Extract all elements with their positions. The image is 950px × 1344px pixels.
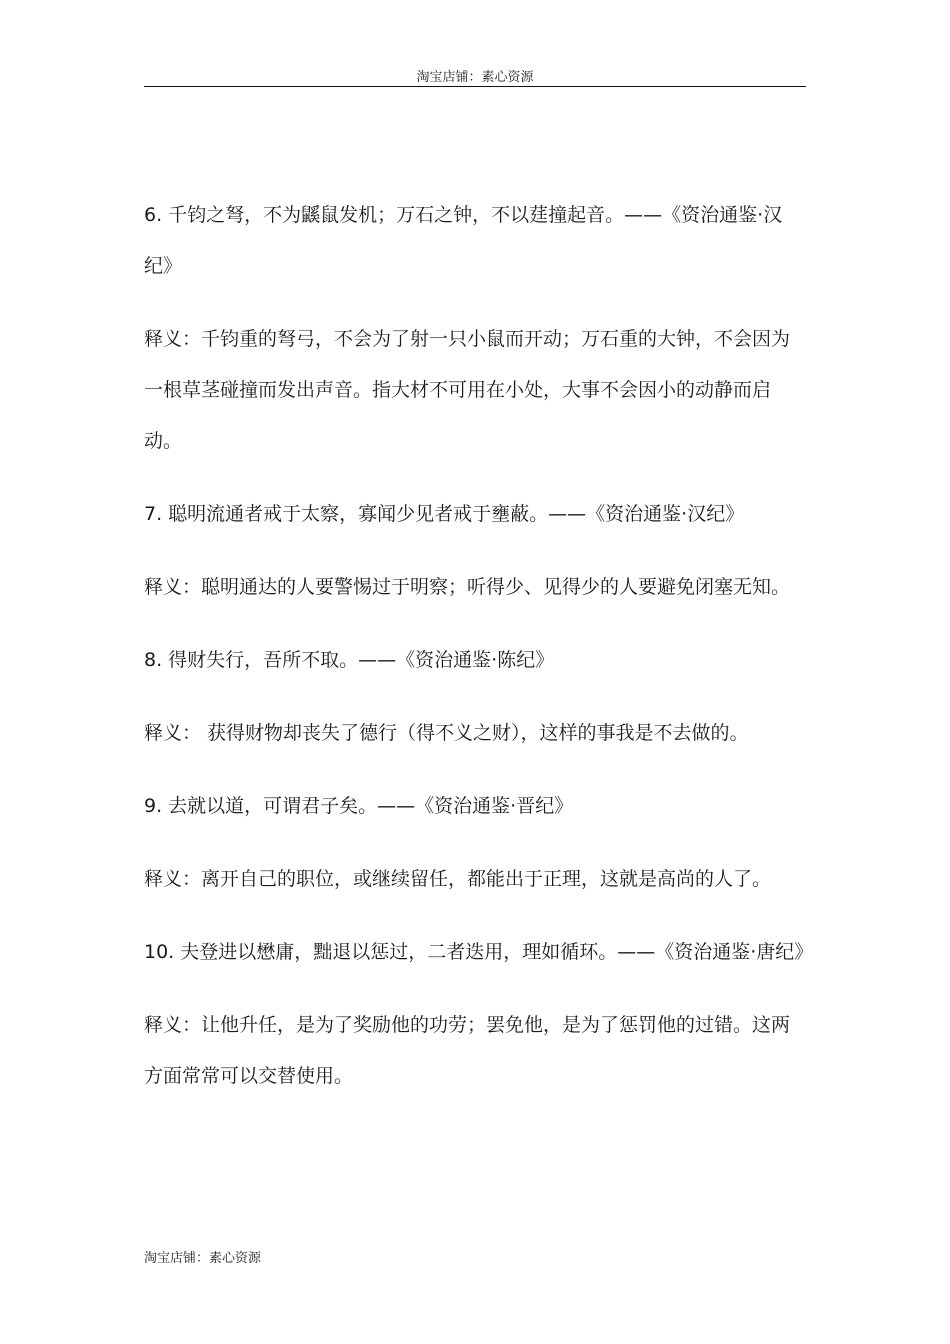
quote-8: 8. 得财失行，吾所不取。——《资治通鉴·陈纪》 <box>144 649 555 671</box>
gloss-6: 释义：千钧重的弩弓，不会为了射一只小鼠而开动；万石重的大钟，不会因为一根草茎碰撞而发出声音。指大材不可用在小处，大事不会因小的动静而启动。 <box>144 328 791 452</box>
quote-7: 7. 聪明流通者戒于太察，寡闻少见者戒于壅蔽。——《资治通鉴·汉纪》 <box>144 503 745 525</box>
document-body <box>144 190 814 1102</box>
page-footer: 淘宝店铺：素心资源 <box>144 1251 262 1266</box>
gloss-8: 释义： 获得财物却丧失了德行（得不义之财），这样的事我是不去做的。 <box>144 722 749 744</box>
header-divider <box>144 86 806 87</box>
quote-9: 9. 去就以道，可谓君子矣。——《资治通鉴·晋纪》 <box>144 795 574 817</box>
quote-10: 10. 夫登进以懋庸，黜退以惩过，二者迭用，理如循环。——《资治通鉴·唐纪》 <box>144 941 814 963</box>
gloss-7: 释义：聪明通达的人要警惕过于明察；听得少、见得少的人要避免闭塞无知。 <box>144 576 791 598</box>
gloss-9: 释义：离开自己的职位，或继续留任，都能出于正理，这就是高尚的人了。 <box>144 868 772 890</box>
quote-6: 6. 千钧之弩，不为鼷鼠发机；万石之钟，不以莛撞起音。——《资治通鉴·汉纪》 <box>144 204 783 277</box>
page-header: 淘宝店铺：素心资源 <box>416 70 534 85</box>
gloss-10: 释义：让他升任，是为了奖励他的功劳；罢免他，是为了惩罚他的过错。这两方面常常可以交替使用。 <box>144 1014 791 1087</box>
